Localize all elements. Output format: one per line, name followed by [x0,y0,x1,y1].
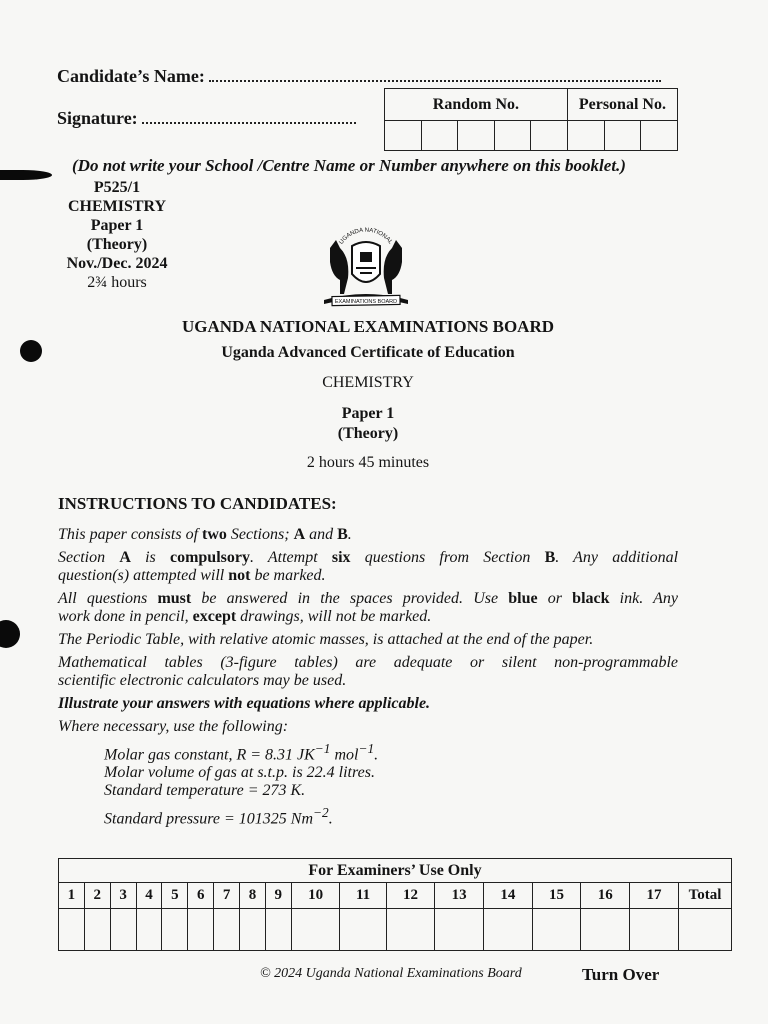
random-no-cell[interactable] [531,121,568,151]
punch-hole-bottom [0,620,20,648]
examiners-column-16: 16 [581,883,630,909]
examiners-score-cell[interactable] [484,909,533,951]
signature-label: Signature: [57,108,138,128]
examiners-column-3: 3 [110,883,136,909]
instruction-constants-intro: Where necessary, use the following: [58,718,289,735]
signature-field[interactable] [142,110,356,124]
paper-session: Nov./Dec. 2024 [66,255,168,272]
examiners-column-12: 12 [386,883,435,909]
examiners-score-cell[interactable] [265,909,291,951]
examiners-column-6: 6 [188,883,214,909]
examiners-score-cell[interactable] [214,909,240,951]
personal-no-cell[interactable] [604,121,641,151]
examiners-column-17: 17 [630,883,679,909]
type-title: (Theory) [337,425,399,442]
examiners-score-cell[interactable] [162,909,188,951]
candidate-name-row [57,66,661,87]
examiners-score-cell[interactable] [136,909,162,951]
instruction-sections: This paper consists of two Sections; A and B. [58,526,352,543]
examiners-column-8: 8 [240,883,266,909]
instructions-body [58,526,678,829]
random-no-cell[interactable] [385,121,422,151]
examiners-score-cell[interactable] [240,909,266,951]
paper-info [58,178,176,292]
examiners-column-2: 2 [84,883,110,909]
certificate-title: Uganda Advanced Certificate of Education [221,344,515,361]
examiners-score-cell[interactable] [386,909,435,951]
examiners-score-cell[interactable] [59,909,85,951]
instruction-compulsory: Section A is compulsory. Attempt six questions from Section B. Any additional question(s) attempted will not be marked. [58,549,679,584]
constant-volume: Molar volume of gas at s.t.p. is 22.4 litres. [104,764,375,782]
footer-copyright: © 2024 Uganda National Examinations Board [260,966,522,981]
examiners-table [58,858,732,951]
examiners-column-15: 15 [532,883,581,909]
examiners-score-cell[interactable] [679,909,732,951]
constant-gas: Molar gas constant, R = 8.31 $JK^{-1}$ mol$^{-1}$. [104,741,379,764]
uneb-coat-of-arms-icon [310,218,422,314]
random-no-cell[interactable] [494,121,531,151]
random-no-cell[interactable] [458,121,495,151]
constant-temperature: Standard temperature = 273 K. [104,782,306,800]
duration-title: 2 hours 45 minutes [306,454,430,471]
examiners-score-cell[interactable] [188,909,214,951]
examiners-score-cell[interactable] [291,909,340,951]
paper-subject: CHEMISTRY [67,198,167,215]
constants-list [104,740,678,829]
title-block [0,317,736,473]
examiners-score-cell[interactable] [532,909,581,951]
paper-duration: 2¾ hours [87,274,147,291]
examiners-column-7: 7 [214,883,240,909]
board-title: UGANDA NATIONAL EXAMINATIONS BOARD [182,317,554,336]
instructions-heading: INSTRUCTIONS TO CANDIDATES: [58,494,337,513]
examiners-score-cell[interactable] [630,909,679,951]
scan-mark [0,170,52,180]
paper-number: Paper 1 [90,217,144,234]
examiners-column-14: 14 [484,883,533,909]
examiners-column-total: Total [679,883,732,909]
examiners-column-10: 10 [291,883,340,909]
examiners-column-1: 1 [59,883,85,909]
instruction-ink: All questions must be answered in the spaces provided. Use blue or black ink. Any work done in pencil, except drawings, will not be marked. [58,590,678,625]
logo-bottom-text: EXAMINATIONS BOARD [334,299,398,305]
examiners-column-13: 13 [435,883,484,909]
personal-no-cell[interactable] [567,121,604,151]
number-box [384,88,678,151]
instruction-periodic-table: The Periodic Table, with relative atomic masses, is attached at the end of the paper. [58,631,594,648]
examiners-score-cell[interactable] [581,909,630,951]
turn-over-label: Turn Over [582,965,660,984]
subject-title: CHEMISTRY [322,374,414,391]
examiners-score-cell[interactable] [435,909,484,951]
constant-pressure: Standard pressure = 101325 $Nm^{-2}$. [104,805,333,828]
random-no-cell[interactable] [421,121,458,151]
examiners-score-cell[interactable] [110,909,136,951]
booklet-notice: (Do not write your School /Centre Name or Number anywhere on this booklet.) [72,156,626,175]
examiners-column-9: 9 [265,883,291,909]
examiners-column-4: 4 [136,883,162,909]
examiners-column-5: 5 [162,883,188,909]
personal-no-cell[interactable] [641,121,678,151]
instruction-equations: Illustrate your answers with equations where applicable. [58,695,431,712]
paper-type: (Theory) [86,236,148,253]
examiners-column-11: 11 [340,883,386,909]
examiners-table-title: For Examiners’ Use Only [59,859,732,883]
candidate-name-field[interactable] [209,66,661,82]
candidate-name-label: Candidate’s Name: [57,66,205,86]
personal-no-label: Personal No. [567,89,677,121]
logo-top-text: UGANDA NATIONAL [338,227,394,246]
signature-row [57,108,356,129]
paper-title: Paper 1 [341,405,395,422]
random-no-label: Random No. [385,89,568,121]
examiners-score-cell[interactable] [340,909,386,951]
examiners-score-cell[interactable] [84,909,110,951]
paper-code: P525/1 [93,179,141,196]
instruction-calculators: Mathematical tables (3-figure tables) are adequate or silent non-programmable scientific electronic calculators may be used. [58,654,678,689]
